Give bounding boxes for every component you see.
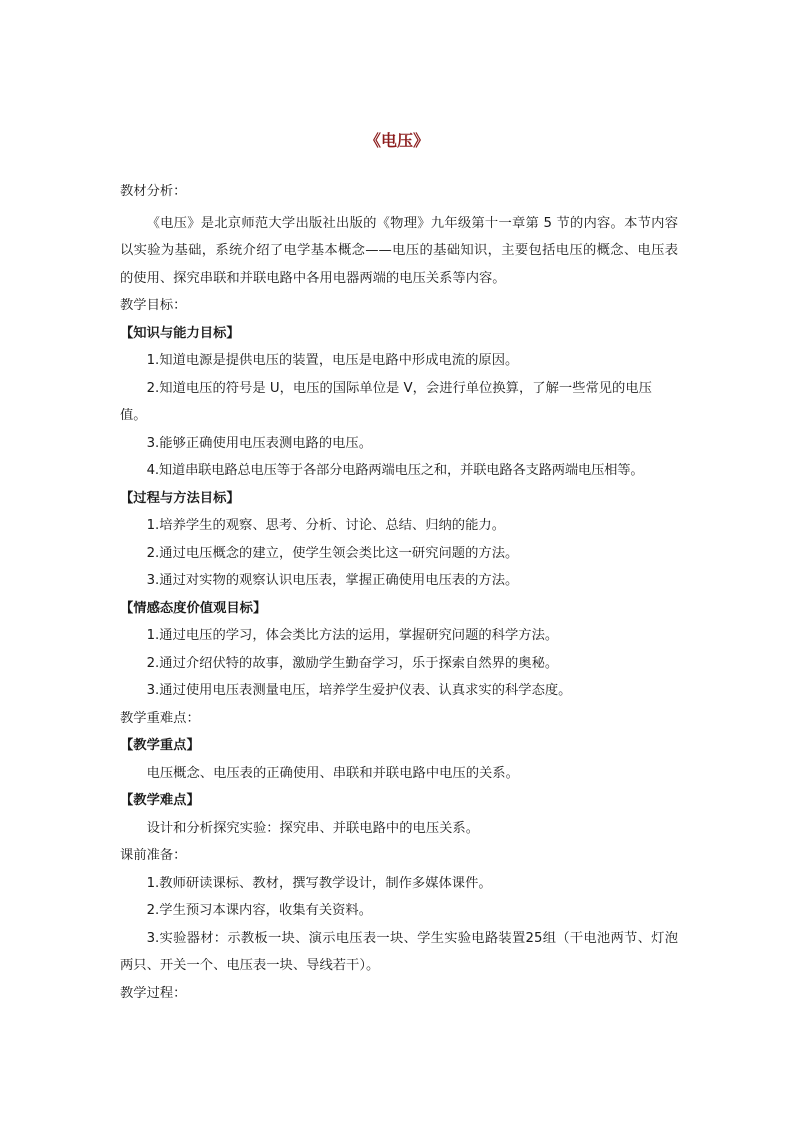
key-difficult-heading: 教学重难点： bbox=[120, 710, 200, 726]
prep-item: 3.实验器材：示教板一块、演示电压表一块、学生实验电路装置25组（干电池两节、灯泡两只、开关一个、电压表一块、导线若干）。 bbox=[120, 930, 678, 973]
process-item: 3.通过对实物的观察认识电压表，掌握正确使用电压表的方法。 bbox=[146, 573, 519, 588]
prep-item: 1.教师研读课标、教材，撰写教学设计，制作多媒体课件。 bbox=[146, 875, 492, 891]
process-item: 2.通过电压概念的建立，使学生领会类比这一研究问题的方法。 bbox=[146, 545, 519, 561]
process-heading: 【过程与方法目标】 bbox=[120, 490, 240, 506]
prep-heading: 课前准备： bbox=[120, 848, 187, 863]
goals-heading: 教学目标： bbox=[120, 298, 187, 313]
key-heading: 【教学重点】 bbox=[120, 738, 200, 753]
knowledge-item: 1.知道电源是提供电压的装置，电压是电路中形成电流的原因。 bbox=[146, 353, 519, 368]
key-text: 电压概念、电压表的正确使用、串联和并联电路中电压的关系。 bbox=[146, 765, 519, 781]
analysis-paragraph: 《电压》是北京师范大学出版社出版的《物理》九年级第十一章第 5 节的内容。本节内容以实验为基础，系统介绍了电学基本概念——电压的基础知识，主要包括电压的概念、电压表的使用、探究串联和并联电路中各用电器两端的电压关系等内容。 bbox=[120, 215, 678, 286]
analysis-heading: 教材分析： bbox=[120, 184, 187, 199]
knowledge-item: 3.能够正确使用电压表测电路的电压。 bbox=[146, 435, 373, 451]
emotion-heading: 【情感态度价值观目标】 bbox=[120, 600, 267, 616]
knowledge-item: 2.知道电压的符号是 U，电压的国际单位是 V，会进行单位换算，了解一些常见的电压值。 bbox=[120, 380, 652, 423]
class-process-heading: 教学过程： bbox=[120, 985, 187, 1001]
emotion-item: 1.通过电压的学习，体会类比方法的运用，掌握研究问题的科学方法。 bbox=[146, 628, 559, 643]
knowledge-item: 4.知道串联电路总电压等于各部分电路两端电压之和，并联电路各支路两端电压相等。 bbox=[146, 463, 644, 478]
difficult-text: 设计和分析探究实验：探究串、并联电路中的电压关系。 bbox=[146, 820, 480, 836]
knowledge-heading: 【知识与能力目标】 bbox=[120, 325, 240, 341]
document-body bbox=[120, 178, 678, 1007]
emotion-item: 3.通过使用电压表测量电压，培养学生爱护仪表、认真求实的科学态度。 bbox=[146, 683, 572, 698]
prep-item: 2.学生预习本课内容，收集有关资料。 bbox=[146, 903, 373, 918]
document-title: 《电压》 bbox=[364, 131, 429, 150]
emotion-item: 2.通过介绍伏特的故事，激励学生勤奋学习，乐于探索自然界的奥秘。 bbox=[146, 655, 559, 671]
process-item: 1.培养学生的观察、思考、分析、讨论、总结、归纳的能力。 bbox=[146, 518, 505, 533]
difficult-heading: 【教学难点】 bbox=[120, 793, 200, 808]
